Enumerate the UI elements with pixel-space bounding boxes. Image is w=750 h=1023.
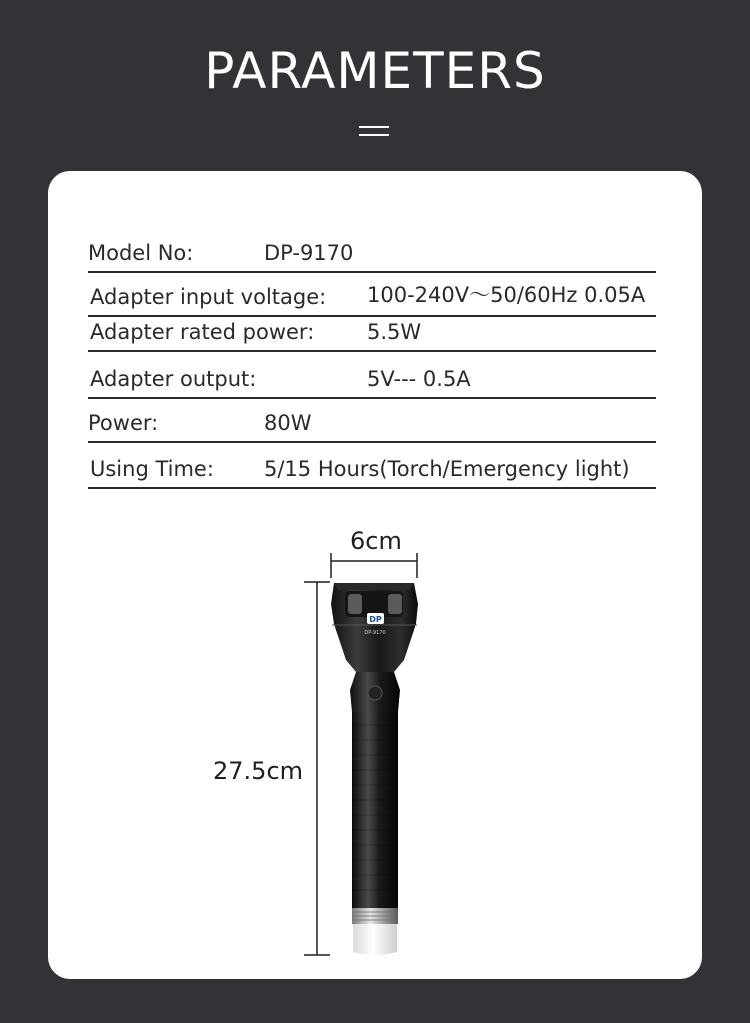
- spec-value: 100-240V〜50/60Hz 0.05A: [367, 283, 646, 307]
- power-switch-button: [368, 686, 382, 700]
- spec-label: Adapter input voltage:: [90, 285, 327, 309]
- width-dimension-label: 6cm: [350, 527, 402, 555]
- spec-label: Adapter output:: [90, 367, 257, 391]
- spec-label: Model No:: [88, 241, 194, 265]
- height-dimension-line: [304, 582, 330, 955]
- height-dimension-label: 27.5cm: [213, 757, 304, 785]
- page-title: PARAMETERS: [204, 42, 546, 100]
- spec-value: 80W: [264, 411, 312, 435]
- model-marking-text: DP-9170: [364, 630, 386, 636]
- spec-value: 5.5W: [367, 320, 422, 344]
- spec-value: DP-9170: [264, 241, 354, 265]
- spec-value: 5V--- 0.5A: [367, 367, 471, 391]
- spec-label: Power:: [88, 411, 159, 435]
- spec-label: Adapter rated power:: [90, 320, 315, 344]
- width-dimension-line: [331, 553, 417, 578]
- spec-label: Using Time:: [90, 457, 214, 481]
- brand-logo-text: DP: [369, 615, 382, 624]
- spec-value: 5/15 Hours(Torch/Emergency light): [264, 457, 630, 481]
